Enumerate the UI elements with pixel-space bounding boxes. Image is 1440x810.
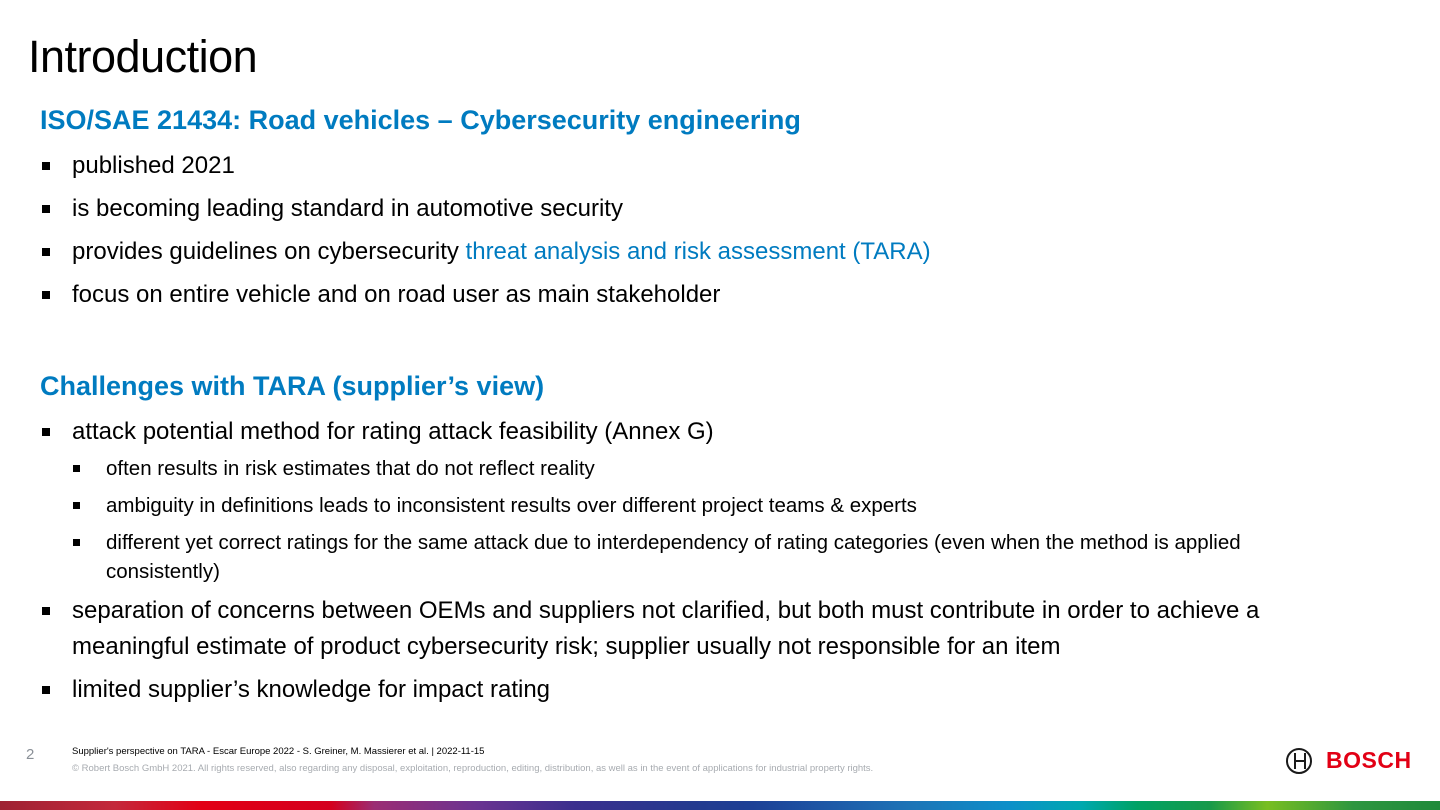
list-item-text: focus on entire vehicle and on road user as main stakeholder (72, 281, 721, 308)
list-item (40, 277, 1340, 313)
bosch-armature-icon (1286, 748, 1312, 774)
footer-copyright: © Robert Bosch GmbH 2021. All rights reserved, also regarding any disposal, exploitation, reproduction, editing, distribution, as well as in the event of applications for industrial property rights. (72, 763, 874, 774)
sub-list-item-text: often results in risk estimates that do not reflect reality (106, 457, 595, 480)
sub-list-item-text: ambiguity in definitions leads to inconsistent results over different project teams & experts (106, 494, 917, 517)
sub-list-item (40, 454, 1340, 483)
list-item (40, 234, 1340, 270)
bullet-list-challenges (40, 414, 1340, 708)
sub-list-item (40, 528, 1340, 586)
list-item-text: separation of concerns between OEMs and suppliers not clarified, but both must contribute in order to achieve a meaningful estimate of product cybersecurity risk; supplier usually not responsible for an item (72, 597, 1260, 660)
slide-title: Introduction (28, 31, 258, 82)
section-heading-iso: ISO/SAE 21434: Road vehicles – Cybersecurity engineering (40, 105, 801, 135)
logo-wordmark: BOSCH (1326, 747, 1412, 773)
brand-color-bar (0, 801, 1440, 810)
sub-list-item-text: different yet correct ratings for the same attack due to interdependency of rating categories (even when the method is applied consistently) (106, 531, 1241, 583)
bullet-list-iso (40, 148, 1340, 313)
list-item (40, 672, 1340, 708)
page-number: 2 (26, 746, 35, 763)
list-item-text: is becoming leading standard in automotive security (72, 195, 623, 222)
list-item (40, 191, 1340, 227)
list-item-text: limited supplier’s knowledge for impact rating (72, 676, 551, 703)
list-item (40, 593, 1340, 665)
section-heading-challenges: Challenges with TARA (supplier’s view) (40, 371, 545, 401)
list-item-text: provides guidelines on cybersecurity (72, 238, 466, 265)
list-item-text: attack potential method for rating attack feasibility (Annex G) (72, 418, 714, 445)
list-item-text: published 2021 (72, 152, 235, 179)
tara-highlight: threat analysis and risk assessment (TARA) (465, 238, 931, 265)
list-item (40, 414, 1340, 450)
footer-citation: Supplier's perspective on TARA - Escar Europe 2022 - S. Greiner, M. Massierer et al. | 2022-11-15 (72, 746, 485, 757)
bosch-logo (1286, 747, 1412, 774)
sub-list-item (40, 491, 1340, 520)
list-item (40, 148, 1340, 184)
